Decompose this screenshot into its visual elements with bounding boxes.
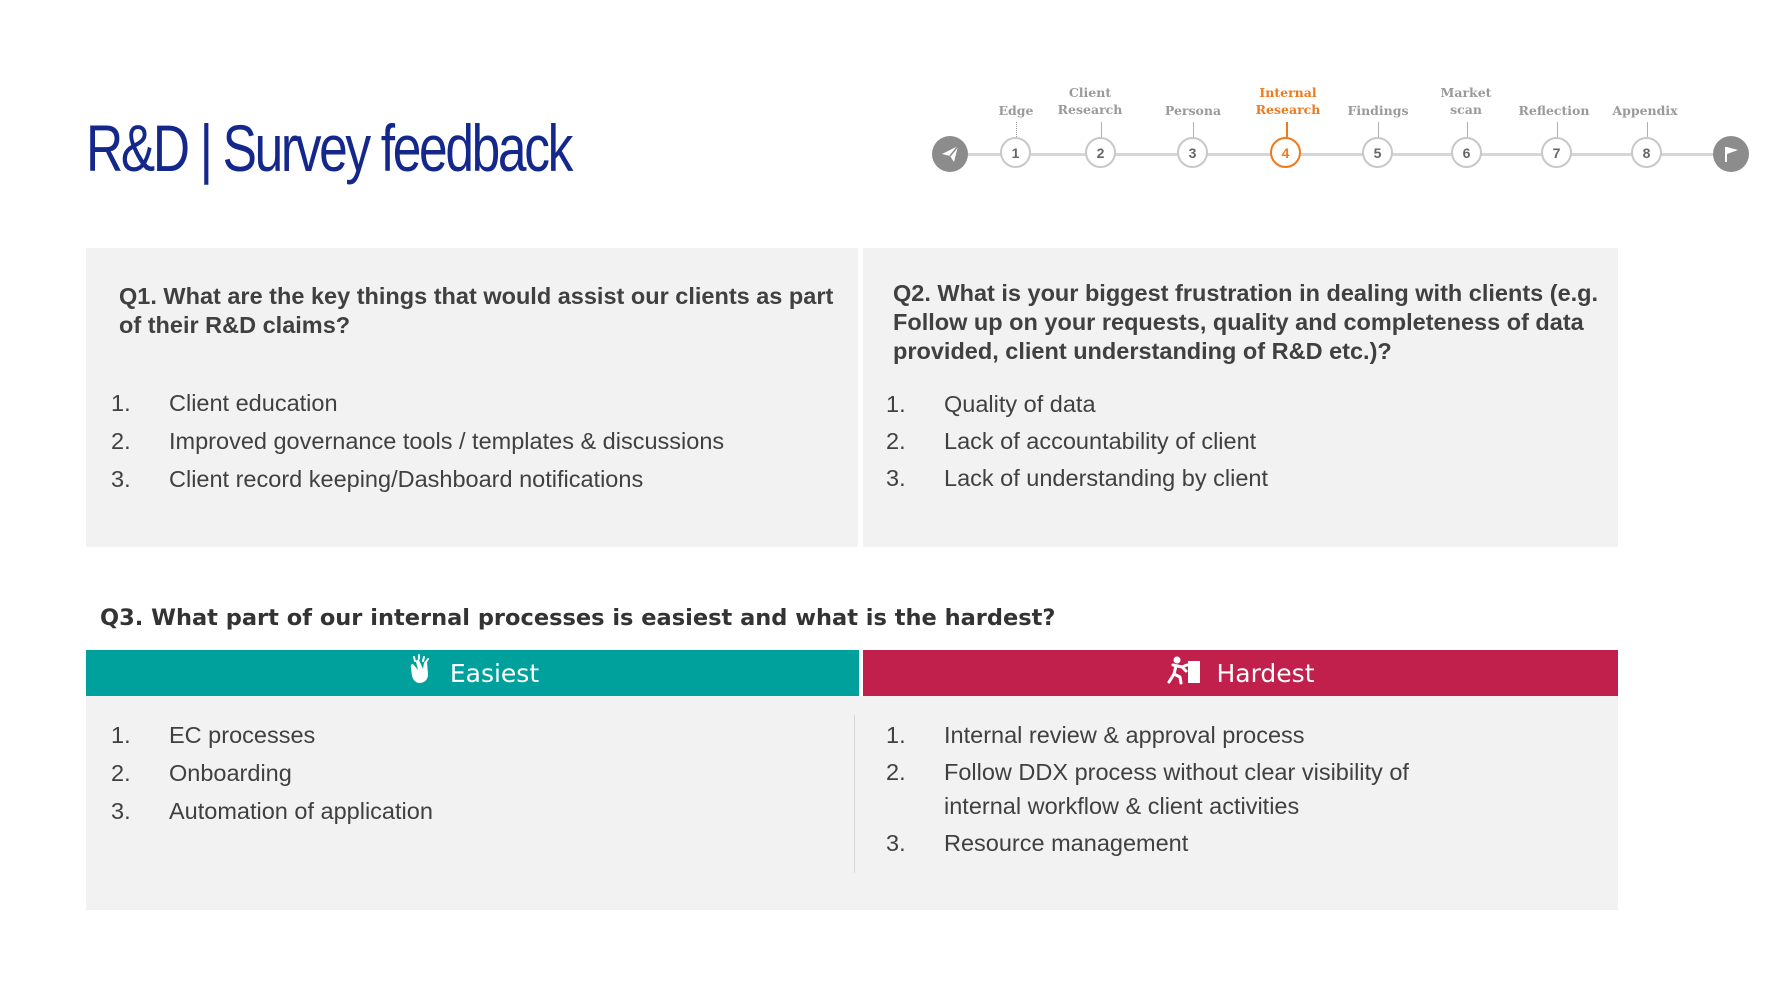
q2-question: Q2. What is your biggest frustration in dealing with clients (e.g. Follow up on your requests, quality and completeness of data provided, client understanding of R&D etc.)? (893, 280, 1599, 364)
list-text: Resource management (944, 830, 1189, 856)
timeline-step-1[interactable]: 1 (1000, 137, 1031, 168)
list-text: EC processes (169, 722, 316, 748)
list-text: Internal review & approval process (944, 722, 1305, 748)
timeline-step-4[interactable]: 4 (1270, 137, 1301, 168)
q1-question: Q1. What are the key things that would assist our clients as part of their R&D claims? (119, 283, 834, 338)
timeline-tick (1557, 122, 1558, 137)
list-item (886, 718, 1426, 752)
list-item (886, 465, 1586, 502)
list-number: 3. (111, 466, 131, 492)
timeline-step-7[interactable]: 7 (1541, 137, 1572, 168)
list-item (886, 391, 1586, 428)
list-item (111, 722, 811, 760)
list-number: 2. (111, 428, 131, 454)
timeline-step-label: Persona (1164, 103, 1222, 118)
timeline-step-label: Edge (998, 103, 1034, 118)
timeline-tick (1378, 122, 1379, 137)
easiest-header (86, 650, 859, 696)
timeline-step-label: Appendix (1612, 103, 1678, 118)
list-item (886, 826, 1426, 860)
timeline-step-5[interactable]: 5 (1362, 137, 1393, 168)
easiest-list (111, 722, 811, 836)
list-text: Onboarding (169, 760, 292, 786)
column-divider (854, 715, 855, 873)
list-text: Lack of accountability of client (944, 428, 1257, 454)
list-item (111, 760, 811, 798)
list-number: 1. (886, 722, 906, 748)
list-number: 3. (886, 465, 906, 491)
timeline-tick (1101, 122, 1102, 137)
list-text: Client record keeping/Dashboard notifications (169, 466, 644, 492)
paper-plane-icon[interactable] (932, 136, 968, 172)
timeline-step-label: Client Research (1057, 85, 1123, 117)
list-number: 2. (111, 760, 131, 786)
timeline-tick (1467, 122, 1468, 137)
list-item (111, 428, 831, 466)
list-text: Improved governance tools / templates & discussions (169, 428, 725, 454)
hardest-header (863, 650, 1618, 696)
clapping-hands-icon (406, 654, 436, 692)
timeline-tick (1647, 122, 1648, 137)
list-text: Follow DDX process without clear visibility of internal workflow & client activities (944, 759, 1409, 819)
list-item (111, 798, 811, 836)
timeline-step-label: Internal Research (1255, 85, 1321, 117)
hardest-label: Hardest (1216, 658, 1315, 688)
list-item (886, 428, 1586, 465)
timeline-step-label: Market scan (1440, 85, 1492, 117)
list-number: 1. (886, 391, 906, 417)
flag-icon[interactable] (1713, 136, 1749, 172)
timeline-tick (1016, 122, 1017, 137)
list-number: 3. (111, 798, 131, 824)
list-item (111, 466, 831, 504)
pushing-person-icon (1166, 655, 1202, 691)
timeline-tick (1193, 122, 1194, 137)
timeline-track (950, 153, 1742, 156)
timeline-step-3[interactable]: 3 (1177, 137, 1208, 168)
timeline-step-label: Findings (1347, 103, 1409, 118)
list-number: 1. (111, 390, 131, 416)
easiest-label: Easiest (449, 658, 540, 688)
list-item (886, 755, 1426, 823)
timeline-tick (1286, 122, 1288, 137)
list-number: 1. (111, 722, 131, 748)
list-number: 2. (886, 759, 906, 785)
q3-question: Q3. What part of our internal processes is easiest and what is the hardest? (100, 605, 1056, 631)
list-text: Lack of understanding by client (944, 465, 1268, 491)
q2-answer-list (886, 391, 1586, 502)
list-text: Quality of data (944, 391, 1096, 417)
timeline-step-label: Reflection (1518, 103, 1590, 118)
list-text: Client education (169, 390, 338, 416)
q1-answer-list (111, 390, 831, 504)
hardest-list (886, 718, 1426, 860)
page-title: R&D | Survey feedback (86, 111, 572, 185)
timeline-step-6[interactable]: 6 (1451, 137, 1482, 168)
list-item (111, 390, 831, 428)
timeline-step-2[interactable]: 2 (1085, 137, 1116, 168)
list-number: 3. (886, 830, 906, 856)
list-text: Automation of application (169, 798, 433, 824)
list-number: 2. (886, 428, 906, 454)
timeline-step-8[interactable]: 8 (1631, 137, 1662, 168)
